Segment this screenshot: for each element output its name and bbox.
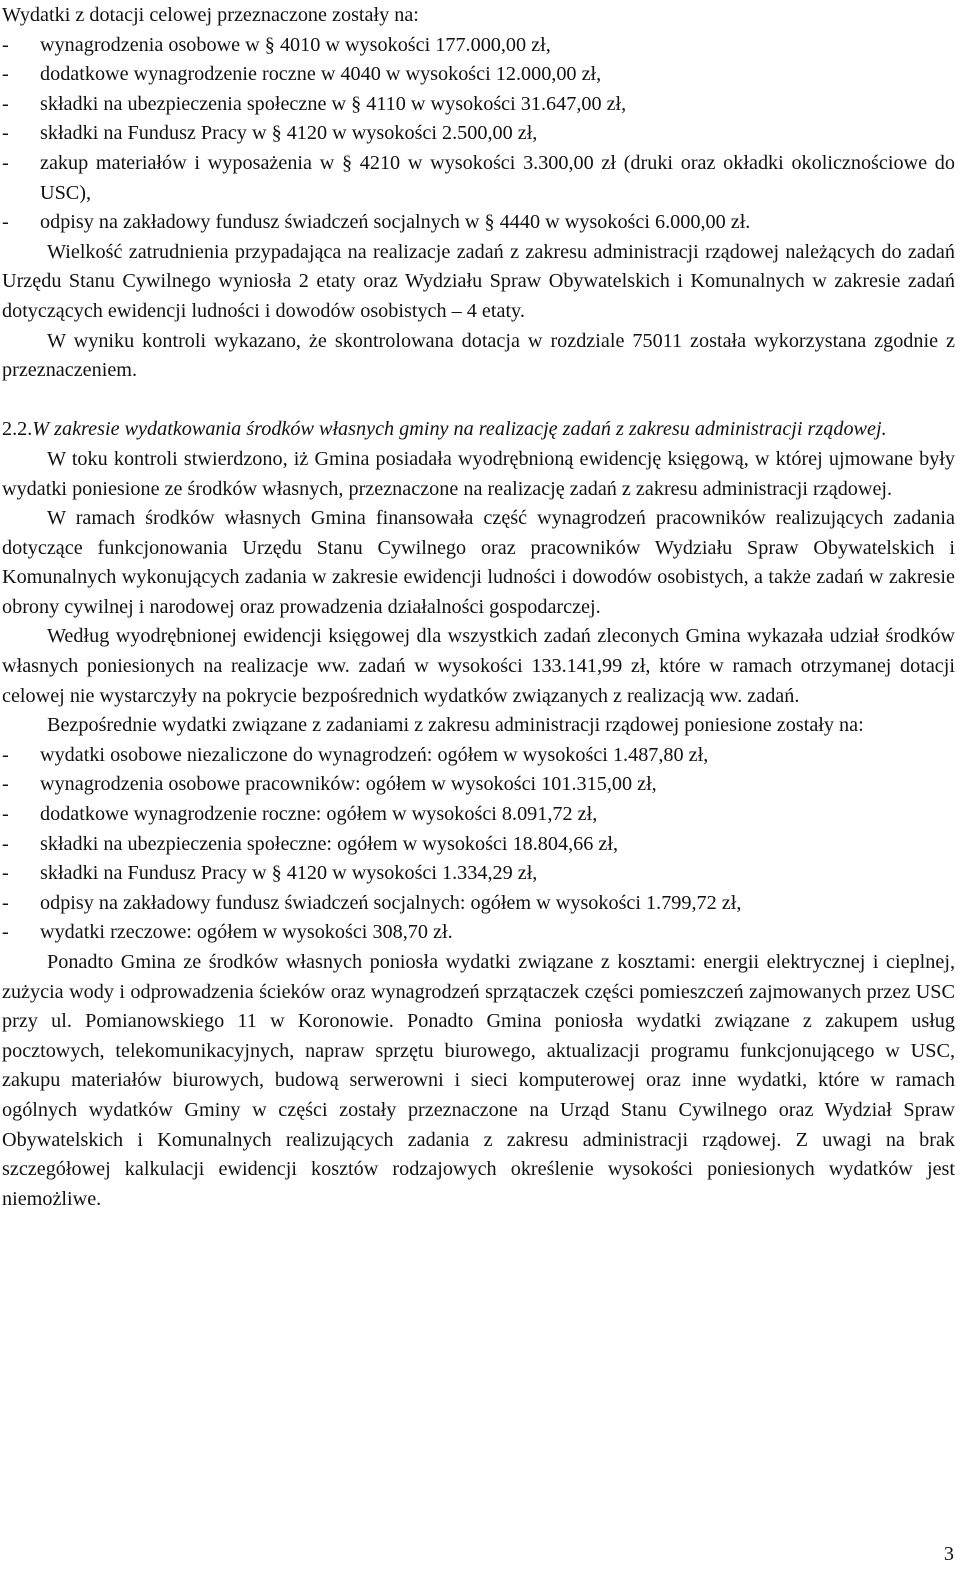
- document-content: [2, 1, 955, 1214]
- list-item-text: składki na Fundusz Pracy w § 4120 w wysokości 1.334,29 zł,: [40, 862, 538, 885]
- section-heading: [2, 415, 955, 445]
- other-expenses-paragraph: Ponadto Gmina ze środków własnych poniosła wydatki związane z kosztami: energii elektrycznej i cieplnej, zużycia wody i odprowadzenia ścieków oraz wynagrodzeń sprzątaczek części pomieszczeń zajmowanych przez USC przy ul. Pomianowskiego 11 w Koronowie. Ponadto Gmina poniosła wydatki związane z zakupem usług pocztowych, telekomunikacyjnych, napraw sprzętu biurowego, aktualizacji programu funkcjonującego w USC, zakupu materiałów biurowych, budową serwerowni i sieci komputerowej oraz inne wydatki, które w ramach ogólnych wydatków Gminy w części zostały przeznaczone na Urząd Stanu Cywilnego oraz Wydział Spraw Obywatelskich i Komunalnych realizujących zadania z zakresu administracji rządowej. Z uwagi na brak szczegółowej kalkulacji ewidencji kosztów rodzajowych określenie wysokości poniesionych wydatków jest niemożliwe.: [2, 951, 955, 1210]
- list-item-text: wynagrodzenia osobowe w § 4010 w wysokości 177.000,00 zł,: [40, 33, 551, 56]
- section-heading-text: W zakresie wydatkowania środków własnych gminy na realizację zadań z zakresu administracji rządowej.: [32, 418, 887, 441]
- list-item: [2, 31, 955, 61]
- list-dash: -: [2, 151, 9, 174]
- ledger-paragraph: W toku kontroli stwierdzono, iż Gmina posiadała wyodrębnioną ewidencję księgową, w której ujmowane były wydatki poniesione ze środków własnych, przeznaczone na realizację zadań z zakresu administracji rządowej.: [2, 447, 955, 500]
- list-dash: -: [2, 832, 9, 855]
- list-item: [2, 830, 955, 860]
- section-number: 2.2.: [2, 418, 33, 441]
- expenses-intro: Wydatki z dotacji celowej przeznaczone zostały na:: [2, 4, 419, 26]
- list-dash: -: [2, 211, 9, 234]
- list-item-text: składki na ubezpieczenia społeczne w § 4110 w wysokości 31.647,00 zł,: [40, 92, 627, 115]
- list-item: [2, 918, 955, 948]
- list-item: [2, 889, 955, 919]
- control-result-paragraph: W wyniku kontroli wykazano, że skontrolowana dotacja w rozdziale 75011 została wykorzystana zgodnie z przeznaczeniem.: [2, 329, 955, 382]
- list-dash: -: [2, 921, 9, 944]
- list-item: [2, 60, 955, 90]
- list-dash: -: [2, 33, 9, 56]
- list-dash: -: [2, 862, 9, 885]
- list-dash: -: [2, 122, 9, 145]
- list-item-text: odpisy na zakładowy fundusz świadczeń socjalnych: ogółem w wysokości 1.799,72 zł,: [40, 891, 742, 914]
- list-item-text: składki na ubezpieczenia społeczne: ogółem w wysokości 18.804,66 zł,: [40, 832, 618, 855]
- list-item: [2, 859, 955, 889]
- list-dash: -: [2, 63, 9, 86]
- list-item-text: składki na Fundusz Pracy w § 4120 w wysokości 2.500,00 zł,: [40, 122, 538, 145]
- list-item-text: wynagrodzenia osobowe pracowników: ogółem w wysokości 101.315,00 zł,: [40, 773, 657, 796]
- section-spacer: [2, 386, 955, 416]
- share-paragraph: Według wyodrębnionej ewidencji księgowej dla wszystkich zadań zleconych Gmina wykazała udział środków własnych poniesionych na realizacje ww. zadań w wysokości 133.141,99 zł, które w ramach otrzymanej dotacji celowej nie wystarczyły na pokrycie bezpośrednich wydatków związanych z realizacją ww. zadań.: [2, 625, 955, 707]
- list-dash: -: [2, 92, 9, 115]
- list-dash: -: [2, 803, 9, 826]
- list-item: [2, 149, 955, 208]
- list-item-text: wydatki osobowe niezaliczone do wynagrodzeń: ogółem w wysokości 1.487,80 zł,: [40, 743, 709, 766]
- page-number: 3: [943, 1543, 954, 1565]
- list-dash: -: [2, 891, 9, 914]
- list-item: [2, 119, 955, 149]
- own-funds-paragraph: W ramach środków własnych Gmina finansowała część wynagrodzeń pracowników realizujących zadania dotyczące funkcjonowania Urzędu Stanu Cywilnego oraz pracowników Wydziału Spraw Obywatelskich i Komunalnych wykonujących zadania w zakresie ewidencji ludności i dowodów osobistych, a także zadań w zakresie obrony cywilnej i narodowej oraz prowadzenia działalności gospodarczej.: [2, 507, 955, 618]
- list-item: [2, 90, 955, 120]
- list-item-text: zakup materiałów i wyposażenia w § 4210 w wysokości 3.300,00 zł (druki oraz okładki okolicznościowe do USC),: [40, 151, 955, 204]
- employment-paragraph: Wielkość zatrudnienia przypadająca na realizacje zadań z zakresu administracji rządowej należących do zadań Urzędu Stanu Cywilnego wyniosła 2 etaty oraz Wydziału Spraw Obywatelskich i Komunalnych w zakresie zadań dotyczących ewidencji ludności i dowodów osobistych – 4 etaty.: [2, 240, 955, 322]
- list-item-text: dodatkowe wynagrodzenie roczne w 4040 w wysokości 12.000,00 zł,: [40, 63, 602, 86]
- list-item: [2, 770, 955, 800]
- list-item-text: odpisy na zakładowy fundusz świadczeń socjalnych w § 4440 w wysokości 6.000,00 zł.: [40, 211, 751, 234]
- list-item-text: dodatkowe wynagrodzenie roczne: ogółem w wysokości 8.091,72 zł,: [40, 803, 598, 826]
- list-item: [2, 741, 955, 771]
- list-item: [2, 800, 955, 830]
- direct-expenses-intro: Bezpośrednie wydatki związane z zadaniami z zakresu administracji rządowej poniesione zostały na:: [47, 714, 864, 737]
- list-dash: -: [2, 773, 9, 796]
- list-item-text: wydatki rzeczowe: ogółem w wysokości 308,70 zł.: [40, 921, 453, 944]
- list-dash: -: [2, 743, 9, 766]
- list-item: [2, 208, 955, 238]
